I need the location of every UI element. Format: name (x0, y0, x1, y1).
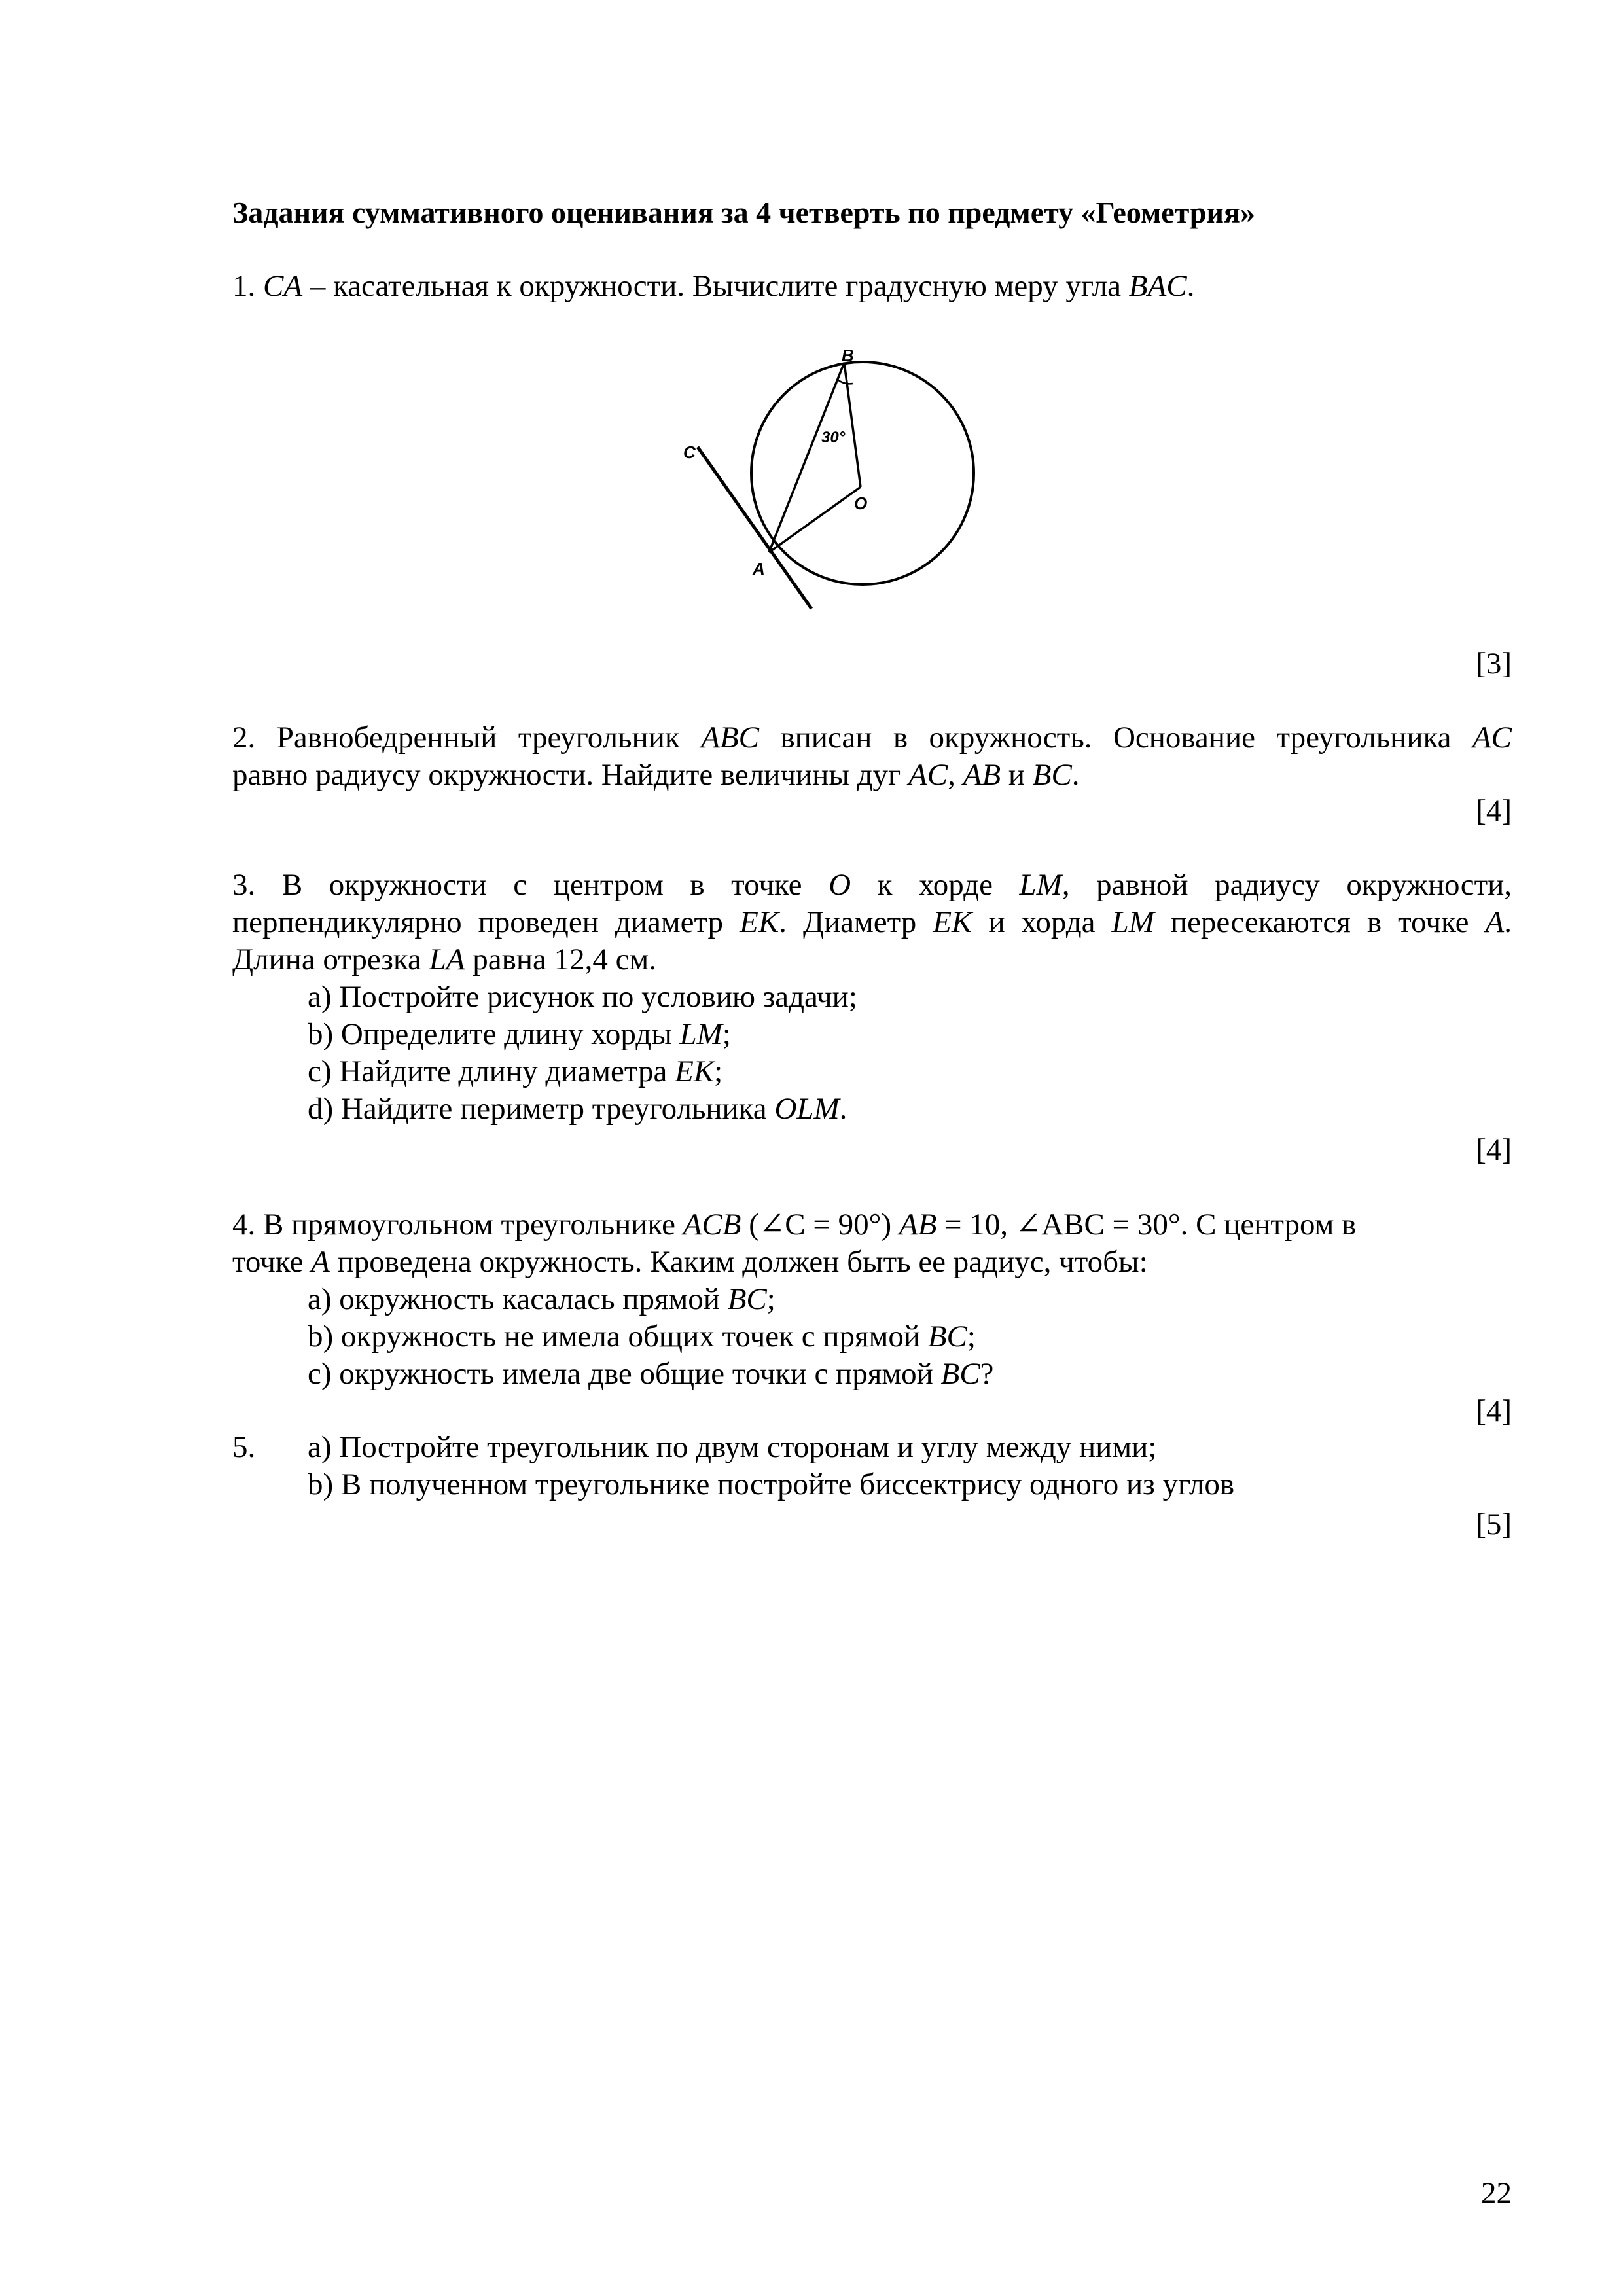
task4-line1: 4. В прямоугольном треугольнике ACB (∠C = 90°) AB = 10, ∠ABC = 30°. С центром в (232, 1208, 1357, 1242)
task3-item-a: a) Постройте рисунок по условию задачи; (308, 980, 857, 1014)
task2-line1: 2. Равнобедренный треугольник ABC вписан в окружность. Основание треугольника AC (232, 721, 1512, 755)
circle-outline (751, 362, 974, 584)
label-b: B (842, 347, 854, 365)
label-o: O (854, 493, 868, 513)
task4-line2: точке A проведена окружность. Каким должен быть ее радиус, чтобы: (232, 1245, 1148, 1279)
page-number: 22 (1481, 2176, 1512, 2210)
angle-symbol: ∠ (758, 1208, 785, 1242)
task5-item-b: b) В полученном треугольнике постройте биссектрису одного из углов (308, 1467, 1235, 1501)
task1-score: [3] (1476, 647, 1512, 681)
tangent-circle-figure (654, 347, 995, 628)
task2-line2: равно радиусу окружности. Найдите величины дуг AC, AB и BC. (232, 758, 1080, 792)
angle-arc (838, 380, 853, 384)
task5-number: 5. (232, 1430, 256, 1464)
task1-text: 1. CA – касательная к окружности. Вычислите градусную меру угла BAC. (232, 269, 1195, 303)
task4-item-a: а) окружность касалась прямой BC; (308, 1282, 776, 1316)
angle-symbol: ∠ (1015, 1208, 1042, 1242)
page-title: Задания суммативного оценивания за 4 четверть по предмету «Геометрия» (232, 196, 1255, 229)
angle-label: 30° (821, 429, 846, 446)
task5-score: [5] (1476, 1507, 1512, 1541)
task4-item-b: b) окружность не имела общих точек с прямой BC; (308, 1319, 976, 1354)
task3-line2: перпендикулярно проведен диаметр EK. Диаметр EK и хорда LM пересекаются в точке A. (232, 905, 1512, 939)
task3-score: [4] (1476, 1133, 1512, 1167)
chord-ab (769, 363, 844, 552)
task2-score: [4] (1476, 794, 1512, 828)
tangent-line-ca (698, 447, 812, 609)
task3-item-c: c) Найдите длину диаметра EK; (308, 1054, 723, 1088)
task3-line1: 3. В окружности с центром в точке O к хорде LM, равной радиусу окружности, (232, 868, 1512, 902)
task3-line3: Длина отрезка LA равна 12,4 см. (232, 942, 656, 977)
label-a: A (753, 559, 765, 579)
task3-item-b: b) Определите длину хорды LM; (308, 1017, 731, 1051)
task4-score: [4] (1476, 1394, 1512, 1428)
label-c: C (683, 442, 696, 462)
task3-item-d: d) Найдите периметр треугольника OLM. (308, 1092, 847, 1126)
radius-ob (844, 363, 861, 487)
task5-item-a: а) Постройте треугольник по двум сторонам и углу между ними; (308, 1430, 1157, 1464)
task4-item-c: c) окружность имела две общие точки с прямой BC? (308, 1357, 994, 1391)
